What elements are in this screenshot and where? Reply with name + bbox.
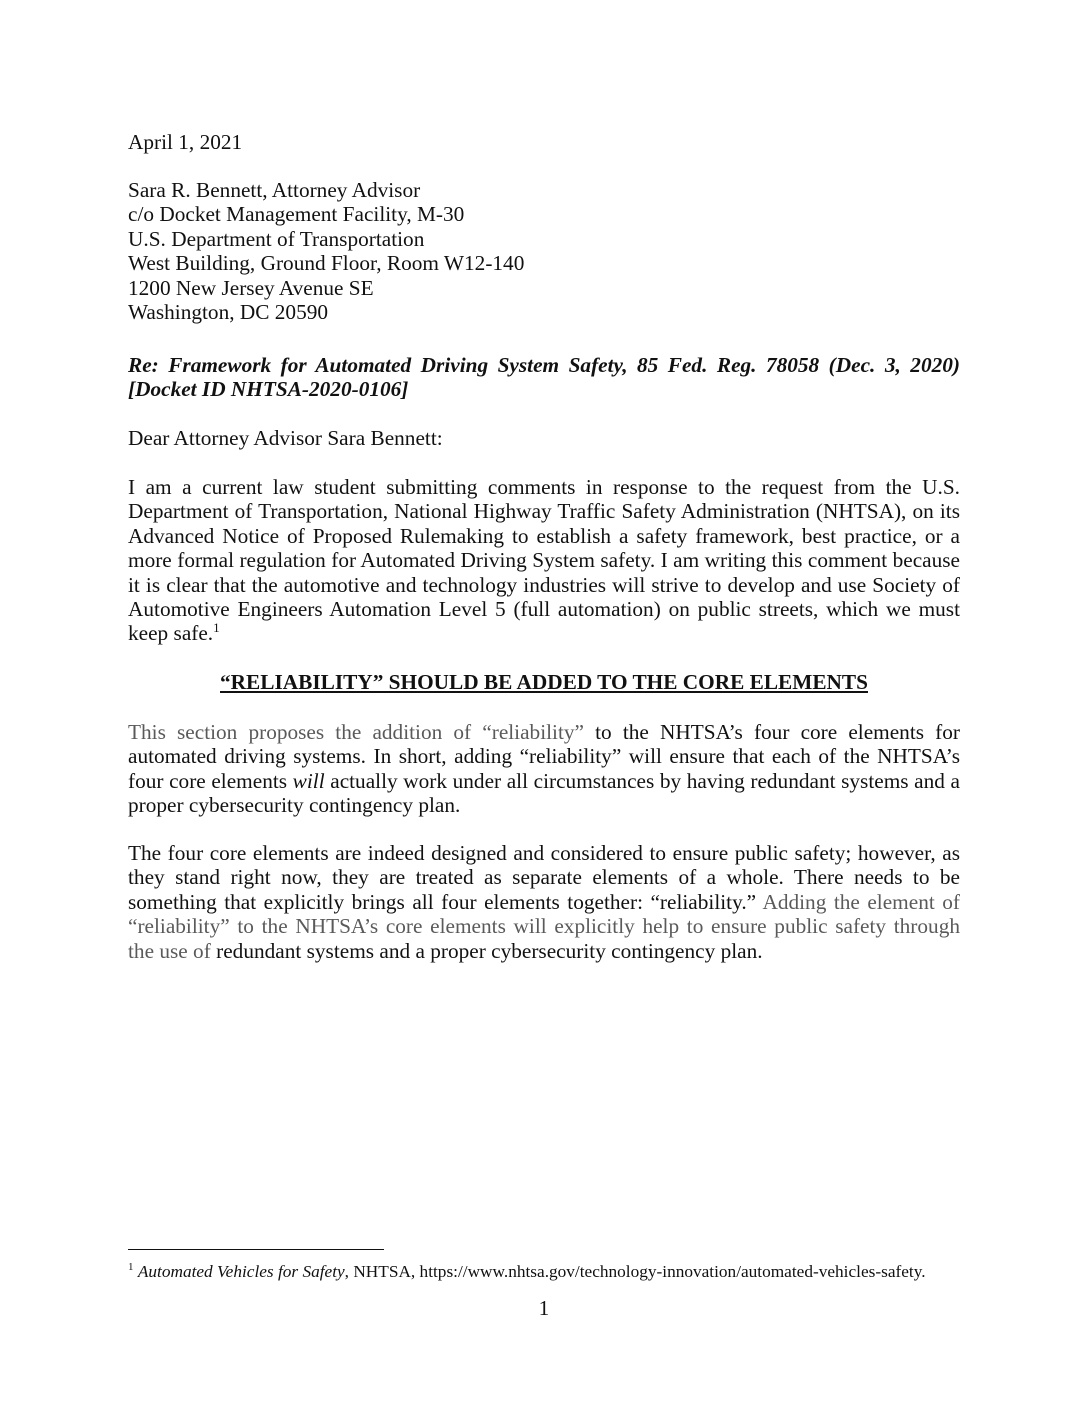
address-line: Sara R. Bennett, Attorney Advisor bbox=[128, 178, 421, 202]
recipient-address bbox=[128, 178, 960, 324]
paragraph-text: The four core elements are indeed designed and considered to ensure public safety; however, as they stand right now, they are treated as separate elements of a whole. There needs to be something that explicitly brings all four elements together: “reliability.” bbox=[128, 841, 960, 914]
re-line: Re: Framework for Automated Driving System Safety, 85 Fed. Reg. 78058 (Dec. 3, 2020) [Docket ID NHTSA-2020-0106] bbox=[128, 353, 960, 402]
footnote bbox=[128, 1262, 960, 1282]
intro-paragraph-text: I am a current law student submitting comments in response to the request from the U.S. Department of Transportation, National Highway Traffic Safety Administration (NHTSA), on its Advanced Notice of Proposed Rulemaking to establish a safety framework, best practice, or a more formal regulation for Automated Driving System safety. I am writing this comment because it is clear that the automotive and technology industries will strive to develop and use Society of Automotive Engineers Automation Level 5 (full automation) on public streets, which we must keep safe. bbox=[128, 475, 960, 646]
intro-paragraph bbox=[128, 475, 960, 646]
highlighted-text: This section proposes the addition of “reliability” bbox=[128, 720, 584, 744]
footnote-title: Automated Vehicles for Safety bbox=[137, 1262, 345, 1281]
address-line: Washington, DC 20590 bbox=[128, 300, 329, 325]
footnote-text: , NHTSA, https://www.nhtsa.gov/technology-innovation/automated-vehicles-safety. bbox=[344, 1262, 926, 1281]
paragraph-text: to the NHTSA’s four core elements for automated driving systems. In short, adding “reliability” will ensure that each of the NHTSA’s four core elements bbox=[128, 720, 961, 793]
page-number: 1 bbox=[538, 1296, 550, 1320]
emphasis-text: will bbox=[292, 768, 325, 793]
address-line: c/o Docket Management Facility, M-30 bbox=[128, 202, 465, 227]
section-paragraph-1 bbox=[128, 720, 960, 818]
footnote-number: 1 bbox=[128, 1261, 134, 1274]
address-line: U.S. Department of Transportation bbox=[128, 226, 425, 251]
paragraph-text: actually work under all circumstances by having redundant systems and a proper cybersecurity contingency plan. bbox=[128, 768, 960, 818]
address-line: 1200 New Jersey Avenue SE bbox=[128, 275, 374, 300]
footnote-reference: 1 bbox=[213, 620, 220, 636]
address-line: West Building, Ground Floor, Room W12-140 bbox=[128, 251, 525, 276]
highlighted-text: Adding the element of “reliability” to the NHTSA’s core elements will explicitly help to ensure public safety through the use of bbox=[128, 889, 960, 963]
section-heading: “RELIABILITY” SHOULD BE ADDED TO THE CORE ELEMENTS bbox=[220, 670, 868, 694]
paragraph-text: redundant systems and a proper cybersecurity contingency plan. bbox=[210, 938, 763, 963]
salutation: Dear Attorney Advisor Sara Bennett: bbox=[128, 426, 443, 450]
footnote-divider bbox=[128, 1249, 384, 1250]
section-paragraph-2 bbox=[128, 841, 960, 963]
letter-date: April 1, 2021 bbox=[128, 130, 243, 154]
